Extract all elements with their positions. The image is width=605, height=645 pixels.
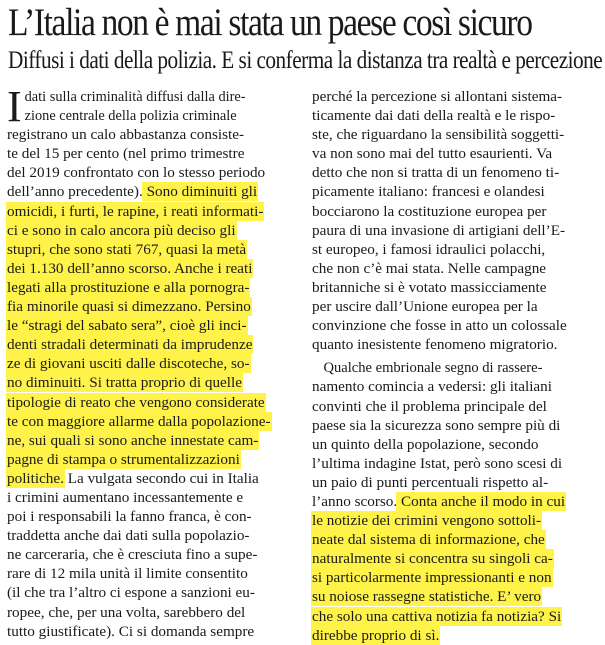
text-line: [7, 259, 296, 278]
text-segment: dati sulla criminalità diffusi dalla dire-: [24, 88, 246, 105]
text-segment: direbbe proprio di sì.: [312, 626, 440, 644]
text-segment: tipologie di reato che vengono considerate: [7, 393, 265, 411]
article-column-right: [312, 87, 601, 645]
text-segment: che solo una cattiva notizia fa notizia? Si: [312, 607, 562, 625]
text-line: [312, 163, 601, 182]
text-line: [7, 431, 296, 450]
text-line: [312, 358, 589, 377]
text-segment: su noiose rassegne statistiche. E’ vero: [312, 588, 542, 606]
text-line: [312, 397, 601, 416]
text-line: [7, 393, 296, 412]
text-segment: le “stragi del sabato sera”, cioè gli inci-: [7, 317, 247, 335]
text-line: [312, 221, 601, 240]
text-line: [7, 526, 296, 545]
text-segment: britanniche si è votato massicciamente: [312, 278, 547, 296]
text-line: [7, 335, 296, 354]
text-line: [7, 354, 296, 373]
text-line: [312, 125, 601, 144]
text-segment: si particolarmente impressionanti e non: [312, 569, 552, 587]
text-segment: omicidi, i furti, le rapine, i reati informati-: [7, 202, 264, 220]
text-segment: bocciarono la costituzione europea per: [312, 202, 547, 220]
text-segment: quanto inesistente fenomeno migratorio.: [312, 336, 558, 354]
text-segment: La vulgata secondo cui in Italia: [63, 469, 259, 487]
text-segment: un paio di punti percentuali rispetto al-: [312, 473, 549, 491]
text-segment: namento comincia a vedersi: gli italiani: [312, 378, 552, 396]
text-line: [7, 469, 296, 488]
text-line: [312, 416, 601, 435]
text-segment: zione centrale della polizia criminale: [24, 107, 237, 125]
text-line: [7, 622, 296, 641]
text-segment: l’ultima indagine Istat, però sono scesi di: [312, 454, 563, 472]
text-segment: registrano un calo abbastanza consiste-: [7, 126, 245, 144]
text-segment: ci e sono in calo ancora più deciso gli: [7, 221, 236, 239]
text-segment: no diminuiti. Si tratta proprio di quelle: [7, 374, 242, 392]
text-line: [7, 564, 296, 583]
text-segment: detto che non si tratta di un fenomeno ti-: [312, 164, 560, 182]
text-segment: l’anno scorso.: [312, 492, 398, 510]
text-segment: che non c’è mai stata. Nelle campagne: [312, 259, 547, 277]
text-line: [7, 202, 296, 221]
text-line: [312, 297, 601, 316]
text-line: [7, 488, 296, 507]
text-segment: fia minorile quasi si dimezzano. Persino: [7, 298, 251, 316]
text-segment: rare di 12 mila unità il limite consentito: [7, 565, 248, 583]
text-segment: denti stradali determinati da imprudenze: [7, 336, 253, 354]
right-column-lines: [312, 87, 601, 645]
text-line: [312, 335, 601, 354]
text-segment: ze di giovani usciti dalle discoteche, so-: [7, 355, 250, 373]
text-segment: neate dal sistema di informazione, che: [312, 531, 545, 549]
text-segment: ne carceraria, che è cresciuta fino a supe-: [7, 546, 258, 564]
highlighted-segment: Conta anche il modo in cui: [397, 492, 566, 510]
text-line: [7, 278, 296, 297]
text-line: [7, 144, 296, 163]
highlighted-segment: Sono diminuiti gli: [142, 183, 258, 201]
text-segment: i crimini aumentano incessantemente e: [7, 488, 244, 506]
text-line: [7, 125, 296, 144]
text-segment: ste, che riguardano la sensibilità soggetti-: [312, 126, 565, 144]
text-segment: un quinto della popolazione, secondo: [312, 435, 539, 453]
text-segment: pagne di stampa o strumentalizzazioni: [7, 450, 240, 468]
text-line: [7, 87, 280, 106]
text-line: [7, 603, 296, 622]
text-segment: va non sono mai del tutto esaurienti. Va: [312, 145, 553, 163]
text-line: [7, 450, 296, 469]
text-line: [312, 87, 601, 106]
text-line: [312, 511, 601, 530]
text-segment: te con maggiore allarme dalla popolazione-: [7, 412, 271, 430]
text-segment: politiche.: [7, 469, 64, 487]
text-segment: paura di una invasione di artigiani dell’E-: [312, 221, 566, 239]
text-line: [312, 202, 601, 221]
text-segment: te del 15 per cento (nel primo trimestre: [7, 145, 245, 163]
text-line: [7, 545, 296, 564]
headline: L’Italia non è mai stata un paese così sicuro: [8, 1, 532, 44]
text-segment: perché la percezione si allontani sistema-: [312, 88, 563, 105]
text-line: [312, 106, 601, 125]
text-line: [312, 182, 601, 201]
text-segment: paese sia la sicurezza sono sempre più di: [312, 416, 561, 434]
text-line: [7, 316, 296, 335]
text-segment: ticamente dai dati della realtà e le rispo-: [312, 107, 556, 125]
text-line: [312, 587, 601, 606]
text-line: [7, 412, 296, 431]
text-line: [7, 373, 296, 392]
text-segment: legati alla prostituzione e alla pornogra-: [7, 278, 250, 296]
text-segment: (il che tra l’altro ci espone a sanzioni eu-: [7, 584, 255, 602]
text-segment: dell’anno precedente).: [7, 183, 143, 201]
text-segment: st europeo, i famosi idraulici polacchi,: [312, 240, 546, 258]
left-column-lines: [7, 82, 296, 641]
text-segment: del 2019 confrontato con lo stesso periodo: [7, 164, 266, 182]
subheadline: Diffusi i dati della polizia. E si conferma la distanza tra realtà e percezione: [8, 47, 603, 74]
text-line: [7, 583, 296, 602]
text-line: [312, 278, 601, 297]
text-segment: dei 1.130 dell’anno scorso. Anche i reati: [7, 259, 253, 277]
text-line: [312, 240, 601, 259]
text-line: [312, 454, 601, 473]
text-line: [7, 507, 296, 526]
text-line: [7, 297, 296, 316]
text-segment: per uscire dall’Unione europea per la: [312, 298, 538, 316]
text-line: [312, 316, 601, 335]
text-line: [312, 530, 601, 549]
text-segment: ne, sui quali si sono anche innestate cam-: [7, 431, 259, 449]
text-line: [312, 144, 601, 163]
text-line: [312, 259, 601, 278]
text-segment: picamente italiano: francesi e olandesi: [312, 183, 545, 201]
text-segment: convinti che il problema principale del: [312, 397, 547, 415]
text-line: [312, 435, 601, 454]
text-line: [7, 240, 296, 259]
text-line: [312, 568, 601, 587]
text-segment: traddetta anche dai dati sulla popolazio-: [7, 527, 250, 545]
text-line: [312, 377, 601, 396]
text-line: [7, 106, 280, 125]
text-segment: naturalmente si concentra su singoli ca-: [312, 550, 553, 568]
text-segment: tutto giustificate). Ci si domanda sempre: [7, 622, 255, 640]
text-line: [312, 549, 601, 568]
text-segment: convinzione che fosse in atto un colossale: [312, 317, 567, 335]
text-segment: le notizie dei crimini vengono sottoli-: [312, 512, 542, 530]
drop-cap: I: [7, 82, 22, 131]
text-line: [312, 607, 601, 626]
text-line: [312, 492, 601, 511]
text-line: [7, 182, 296, 201]
text-line: [312, 473, 601, 492]
text-segment: stupri, che sono stati 767, quasi la metà: [7, 240, 247, 258]
text-line: [7, 221, 296, 240]
text-segment: ropee, che, per una volta, sarebbero del: [7, 603, 246, 621]
text-line: [7, 163, 296, 182]
text-segment: poi i responsabili la fanno franca, è con-: [7, 508, 252, 526]
text-line: [312, 626, 601, 645]
article-column-left: [7, 82, 296, 641]
text-segment: Qualche embrionale segno di rassere-: [323, 359, 543, 377]
